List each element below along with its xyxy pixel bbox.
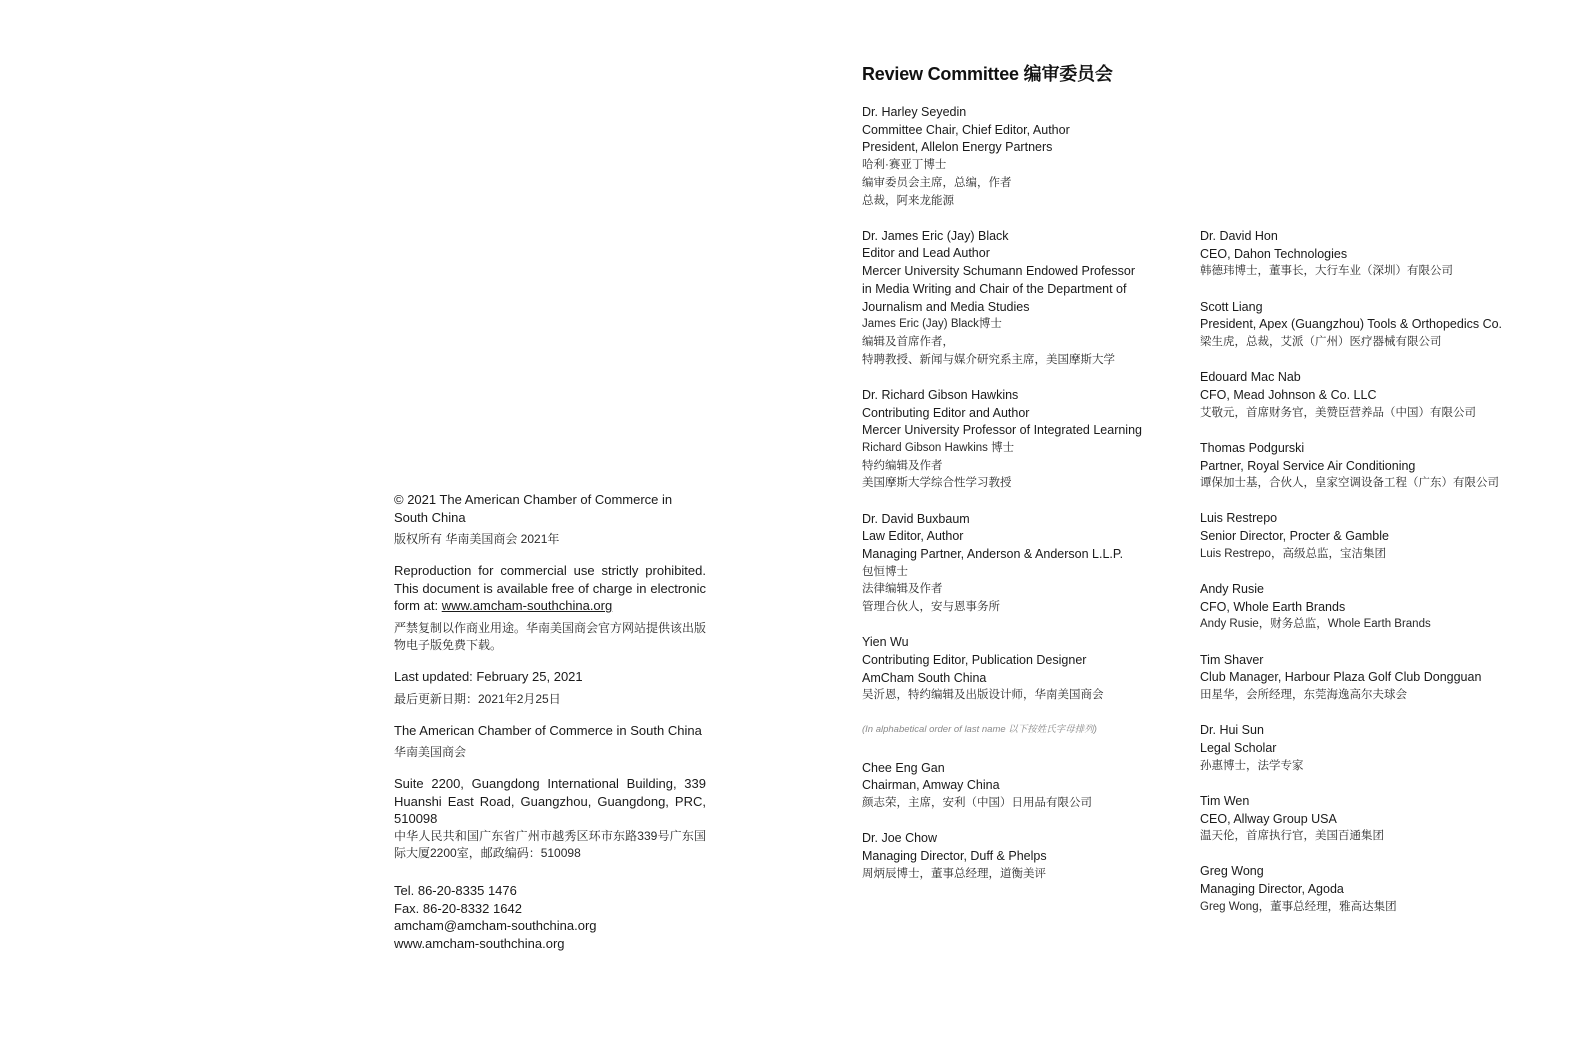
member-role: Law Editor, Author [862,529,964,544]
committee-members-left [862,760,1162,884]
member-info-cn: 特聘教授、新闻与媒介研究系主席，美国摩斯大学 [862,353,1115,366]
member-name: Edouard Mac Nab [1200,370,1301,385]
member-name: Dr. Richard Gibson Hawkins [862,387,1019,402]
member-name: Greg Wong [1200,864,1264,879]
website-link[interactable]: www.amcham-southchina.org [441,598,613,614]
member-role: Chairman, Amway China [862,778,1000,793]
fax: Fax. 86-20-8332 1642 [394,900,522,916]
member-role: Club Manager, Harbour Plaza Golf Club Dongguan [1200,670,1482,685]
imprint-block [394,491,706,952]
committee-member [1200,440,1500,493]
committee-member [1200,369,1500,422]
member-role: Legal Scholar [1200,740,1277,755]
member-name: Luis Restrepo [1200,511,1278,526]
member-info-cn: 韩德玮博士，董事长，大行车业（深圳）有限公司 [1200,265,1453,278]
member-role: Contributing Editor, Publication Designer [862,652,1087,667]
committee-member [1200,863,1500,916]
member-info-cn: 吴沂恩，特约编辑及出版设计师，华南美国商会 [862,689,1104,702]
member-role: CFO, Whole Earth Brands [1200,599,1346,614]
committee-member [862,511,1162,617]
committee-member [1200,652,1500,705]
committee-member [862,228,1162,370]
committee-editors [862,104,1162,705]
member-role: Editor and Lead Author [862,246,990,261]
copyright-cn: 版权所有 华南美国商会 2021年 [394,532,560,547]
committee-member [862,104,1162,210]
member-role: Contributing Editor and Author [862,405,1030,420]
member-info-cn: James Eric (Jay) Black博士 [862,318,1002,331]
org-name-en: The American Chamber of Commerce in South China [394,722,702,738]
member-info-cn: Luis Restrepo，高级总监，宝洁集团 [1200,547,1386,560]
member-info-cn: 管理合伙人，安与恩事务所 [862,601,1000,614]
member-name: Dr. James Eric (Jay) Black [862,228,1009,243]
reproduction-notice [394,562,706,615]
committee-member [1200,510,1500,563]
member-role: CEO, Dahon Technologies [1200,246,1348,261]
member-role: in Media Writing and Chair of the Department of [862,281,1127,296]
member-role: CEO, Allway Group USA [1200,811,1337,826]
committee-member [1200,299,1503,352]
committee-column-right [1200,228,1503,934]
member-name: Chee Eng Gan [862,760,945,775]
member-info-cn: 温天伦，首席执行官，美国百通集团 [1200,830,1384,843]
committee-member [862,830,1162,883]
member-info-cn: 周炳辰博士，董事总经理，道衡美评 [862,867,1046,880]
member-name: Andy Rusie [1200,582,1264,597]
address-cn: 中华人民共和国广东省广州市越秀区环市东路339号广东国际大厦2200室，邮政编码：510098 [394,828,706,860]
member-info-cn: 特约编辑及作者 [862,459,943,472]
member-name: Thomas Podgurski [1200,440,1305,455]
member-info-cn: 美国摩斯大学综合性学习教授 [862,477,1012,490]
copyright-en: © 2021 The American Chamber of Commerce in South China [394,492,673,525]
member-role: Managing Director, Agoda [1200,882,1344,897]
committee-member [862,634,1162,705]
reproduction-cn: 严禁复制以作商业用途。华南美国商会官方网站提供该出版物电子版免费下载。 [394,620,707,652]
member-info-cn: Greg Wong，董事总经理，雅高达集团 [1200,900,1397,913]
member-role: Mercer University Schumann Endowed Professor [862,264,1136,279]
committee-heading: Review Committee 编审委员会 [862,64,1113,84]
member-role: Mercer University Professor of Integrated Learning [862,423,1142,438]
member-role: Committee Chair, Chief Editor, Author [862,122,1070,137]
committee-member [1200,793,1500,846]
member-role: President, Apex (Guangzhou) Tools & Orthopedics Co. [1200,317,1503,332]
member-name: Yien Wu [862,635,909,650]
member-info-cn: 艾敬元，首席财务官，美赞臣营养品（中国）有限公司 [1200,406,1476,419]
member-name: Tim Wen [1200,793,1250,808]
org-name-cn: 华南美国商会 [394,745,467,760]
committee-member [862,760,1162,813]
member-info-cn: 哈利·赛亚丁博士 [862,159,947,172]
member-name: Dr. David Hon [1200,229,1278,243]
email: amcham@amcham-southchina.org [394,918,597,934]
member-info-cn: 包恒博士 [862,565,908,578]
telephone: Tel. 86-20-8335 1476 [394,882,517,898]
member-name: Dr. Harley Seyedin [862,105,967,119]
committee-member [1200,581,1500,634]
member-info-cn: 总裁，阿来龙能源 [862,194,954,207]
address-en: Suite 2200, Guangdong International Building, 339 Huanshi East Road, Guangzhou, Guangdong, PRC, 510098 [394,776,706,827]
committee-member [1200,228,1500,281]
member-info-cn: 谭保加士基，合伙人，皇家空调设备工程（广东）有限公司 [1200,477,1499,490]
committee-member [1200,722,1500,775]
member-role: Managing Director, Duff & Phelps [862,848,1047,863]
member-role: AmCham South China [862,670,987,685]
member-name: Tim Shaver [1200,652,1264,667]
member-role: CFO, Mead Johnson & Co. LLC [1200,387,1377,402]
last-updated-en: Last updated: February 25, 2021 [394,668,583,684]
member-name: Dr. Joe Chow [862,831,938,846]
member-info-cn: 编辑及首席作者， [862,335,954,348]
member-role: Partner, Royal Service Air Conditioning [1200,458,1416,473]
member-role: Managing Partner, Anderson & Anderson L.L.P. [862,546,1124,561]
committee-column-left [862,104,1162,901]
member-name: Dr. David Buxbaum [862,511,970,526]
reproduction-en: Reproduction for commercial use strictly prohibited. This document is available free of charge in electronic form at: [394,563,706,614]
member-info-cn: 法律编辑及作者 [862,583,943,596]
member-info-cn: Andy Rusie，财务总监，Whole Earth Brands [1200,618,1431,631]
member-role: Journalism and Media Studies [862,299,1030,314]
member-name: Dr. Hui Sun [1200,723,1264,738]
member-name: Scott Liang [1200,299,1263,314]
website: www.amcham-southchina.org [394,935,565,951]
last-updated-cn: 最后更新日期：2021年2月25日 [394,691,561,706]
member-info-cn: 孙惠博士，法学专家 [1200,759,1304,772]
alphabetical-note: (In alphabetical order of last name 以下按姓氏字母排列) [862,723,1097,735]
member-info-cn: 编审委员会主席，总编，作者 [862,176,1012,189]
member-info-cn: Richard Gibson Hawkins 博士 [862,441,1015,454]
committee-member [862,387,1162,493]
member-info-cn: 梁生虎，总裁，艾派（广州）医疗器械有限公司 [1200,336,1442,349]
member-info-cn: 颜志荣，主席，安利（中国）日用品有限公司 [862,797,1092,809]
member-role: President, Allelon Energy Partners [862,140,1053,155]
member-role: Senior Director, Procter & Gamble [1200,529,1389,544]
member-info-cn: 田星华，会所经理，东莞海逸高尔夫球会 [1200,689,1407,702]
